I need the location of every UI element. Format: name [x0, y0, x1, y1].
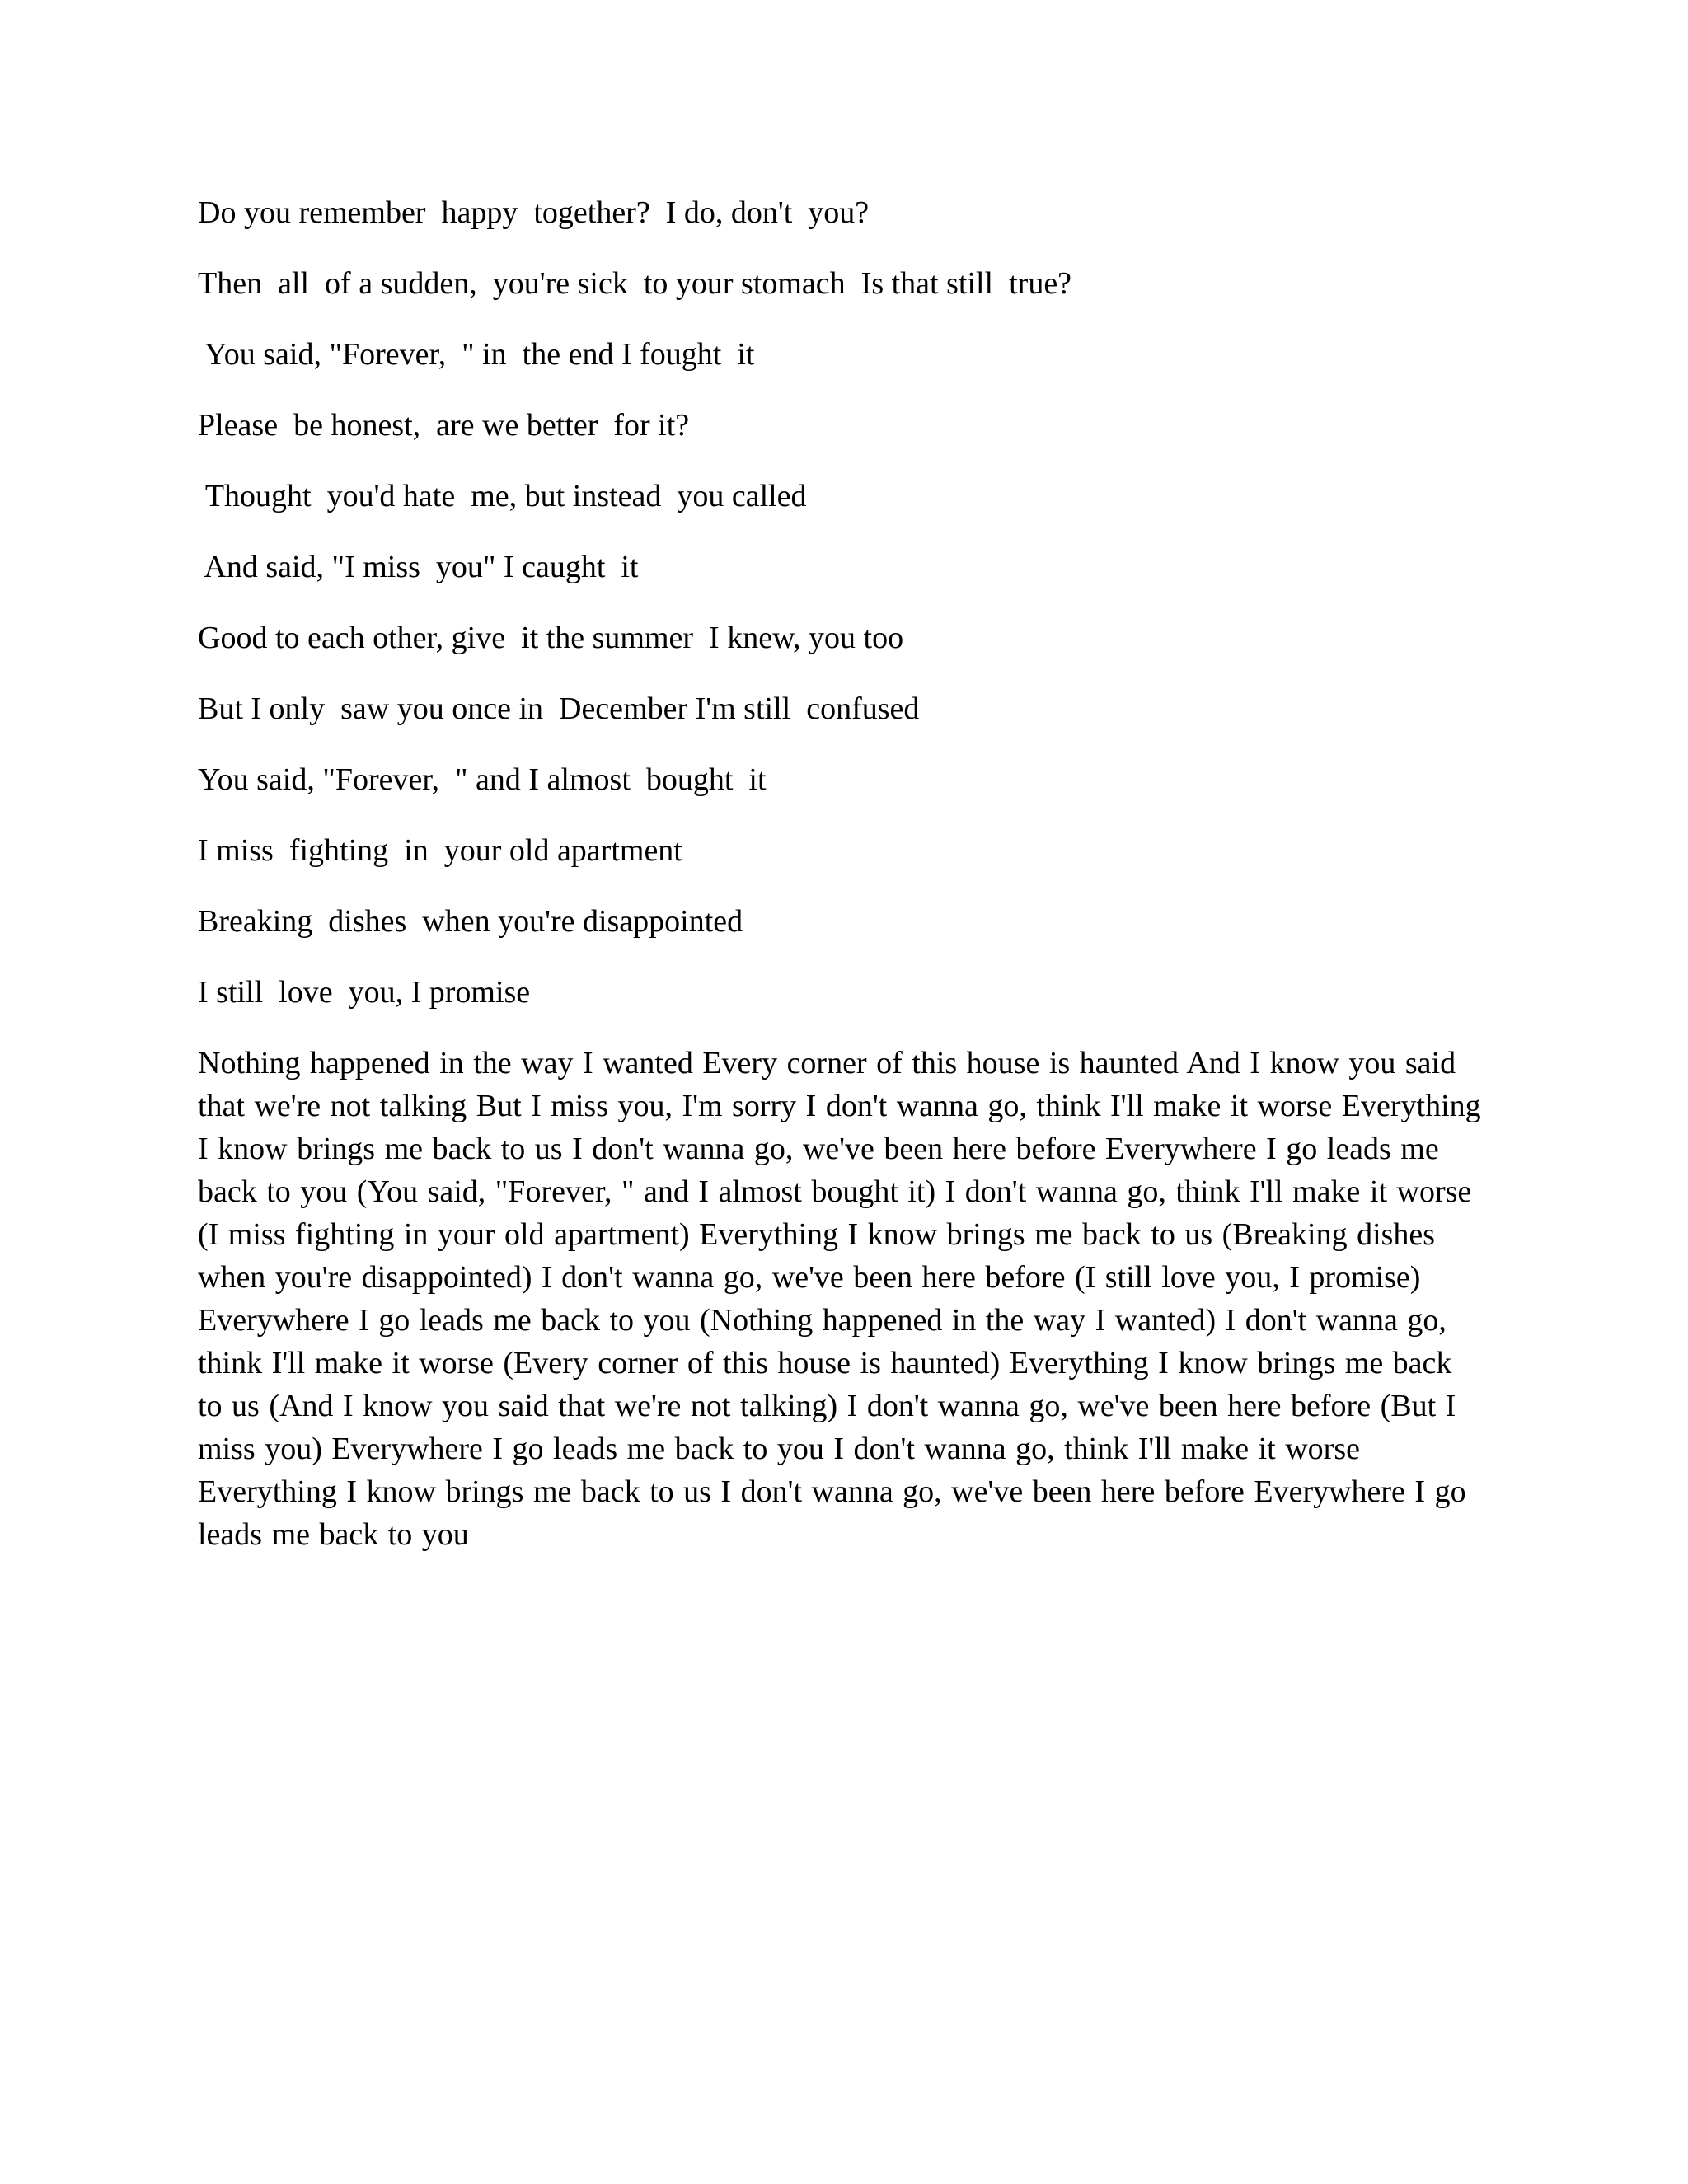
lyric-line: Do you remember happy together? I do, don't you? [198, 195, 870, 230]
lyric-line: And said, "I miss you" I caught it [198, 550, 639, 584]
lyric-line: Thought you'd hate me, but instead you called [198, 479, 807, 513]
lyric-line: I still love you, I promise [198, 975, 531, 1010]
lyric-line: You said, "Forever, " in the end I fought it [198, 337, 755, 372]
lyric-line: But I only saw you once in December I'm still confused [198, 691, 920, 726]
lyrics-body [198, 191, 1484, 1556]
lyric-paragraph: Nothing happened in the way I wanted Every corner of this house is haunted And I know you said that we're not talking But I miss you, I'm sorry I don't wanna go, think I'll make it worse Everything I know brings me back to us I don't wanna go, we've been here before Everywhere I go leads me back to you (You said, "Forever, " and I almost bought it) I don't wanna go, think I'll make it worse (I miss fighting in your old apartment) Everything I know brings me back to us (Breaking dishes when you're disappointed) I don't wanna go, we've been here before (I still love you, I promise) Everywhere I go leads me back to you (Nothing happened in the way I wanted) I don't wanna go, think I'll make it worse (Every corner of this house is haunted) Everything I know brings me back to us (And I know you said that we're not talking) I don't wanna go, we've been here before (But I miss you) Everywhere I go leads me back to you I don't wanna go, think I'll make it worse Everything I know brings me back to us I don't wanna go, we've been here before Everywhere I go leads me back to you [198, 1046, 1481, 1552]
lyric-line: Then all of a sudden, you're sick to your stomach Is that still true? [198, 266, 1072, 301]
lyric-line: I miss fighting in your old apartment [198, 833, 682, 868]
lyric-line: Please be honest, are we better for it? [198, 408, 690, 443]
lyric-line: Good to each other, give it the summer I knew, you too [198, 621, 904, 655]
lyric-line: You said, "Forever, " and I almost bought it [198, 762, 767, 797]
lyric-line: Breaking dishes when you're disappointed [198, 904, 743, 939]
